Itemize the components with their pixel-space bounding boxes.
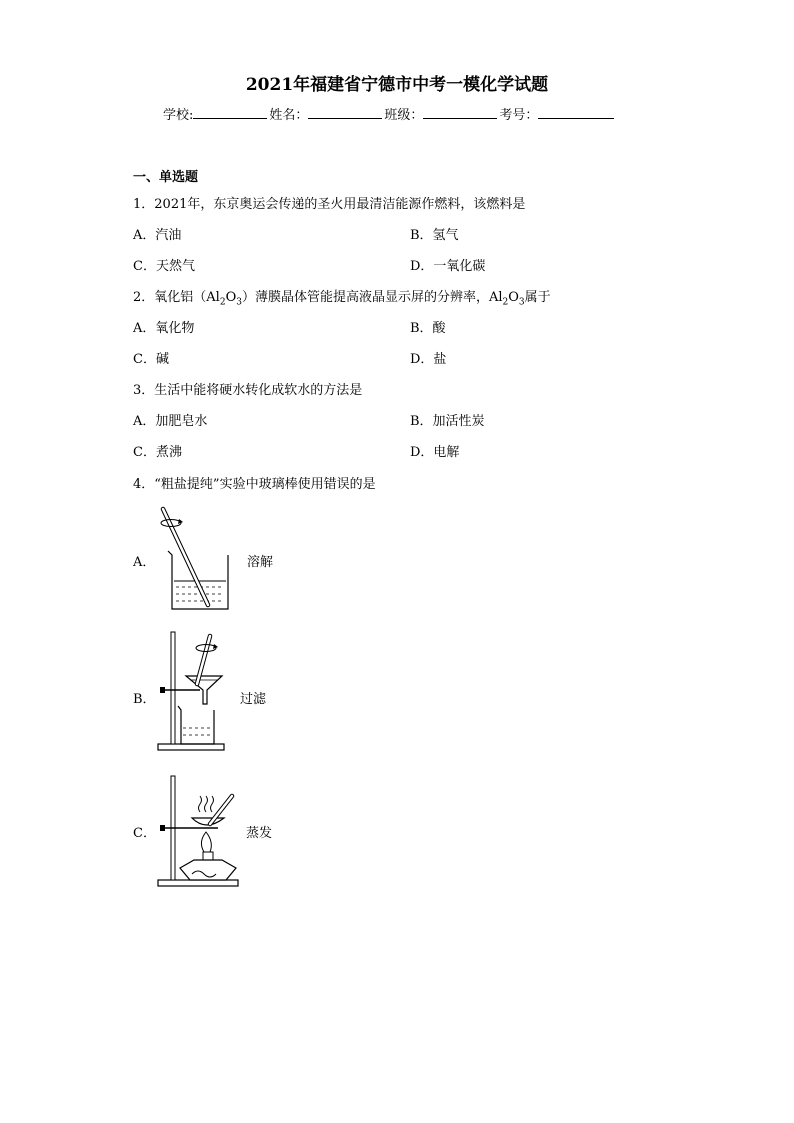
question-1-stem: 1．2021年，东京奥运会传递的圣火用最清洁能源作燃料，该燃料是 [133,197,526,212]
q3-option-b[interactable]: B．加活性炭 [410,414,485,429]
evaporation-stand-diagram [152,772,242,890]
q2-option-c[interactable]: C．碱 [133,352,169,367]
exam-no-blank[interactable] [538,106,614,119]
q4-option-a-letter[interactable]: A． [133,555,156,570]
q3-option-c[interactable]: C．煮沸 [133,445,182,460]
student-info-line [163,104,616,123]
name-blank[interactable] [308,106,382,119]
q3-option-a[interactable]: A．加肥皂水 [133,414,208,429]
q1-option-d[interactable]: D．一氧化碳 [410,259,486,274]
q4-option-a-caption: 溶解 [247,555,274,570]
question-4-stem: 4．“粗盐提纯”实验中玻璃棒使用错误的是 [133,477,376,492]
q4-option-c-letter[interactable]: C． [133,826,156,841]
q3-option-d[interactable]: D．电解 [410,445,460,460]
q1-option-a[interactable]: A．汽油 [133,228,182,243]
q4-option-c-caption: 蒸发 [246,826,273,841]
q2-option-d[interactable]: D．盐 [410,352,447,367]
filtration-stand-diagram [150,628,235,754]
q4-option-b-caption: 过滤 [240,692,267,707]
school-label: 学校: [163,108,194,123]
page-title: 2021年福建省宁德市中考一模化学试题 [245,75,549,95]
q4-option-b-letter[interactable]: B． [133,692,156,707]
q1-option-c[interactable]: C．天然气 [133,259,195,274]
question-2-stem: 2．氧化铝$(Al_2O_3)$薄膜晶体管能提高液晶显示屏的分辨率，$Al_2O_3$属于 [133,290,551,308]
class-label: 班级： [384,108,424,123]
q2-option-a[interactable]: A．氧化物 [133,321,195,336]
question-3-stem: 3．生活中能将硬水转化成软水的方法是 [133,383,363,398]
school-blank[interactable] [193,106,267,119]
name-label: 姓名： [269,108,309,123]
section-title: 一、单选题 [133,170,199,185]
dissolving-beaker-diagram [152,505,237,613]
class-blank[interactable] [423,106,497,119]
q1-option-b[interactable]: B．氢气 [410,228,459,243]
exam-no-label: 考号： [499,108,539,123]
q2-option-b[interactable]: B．酸 [410,321,446,336]
